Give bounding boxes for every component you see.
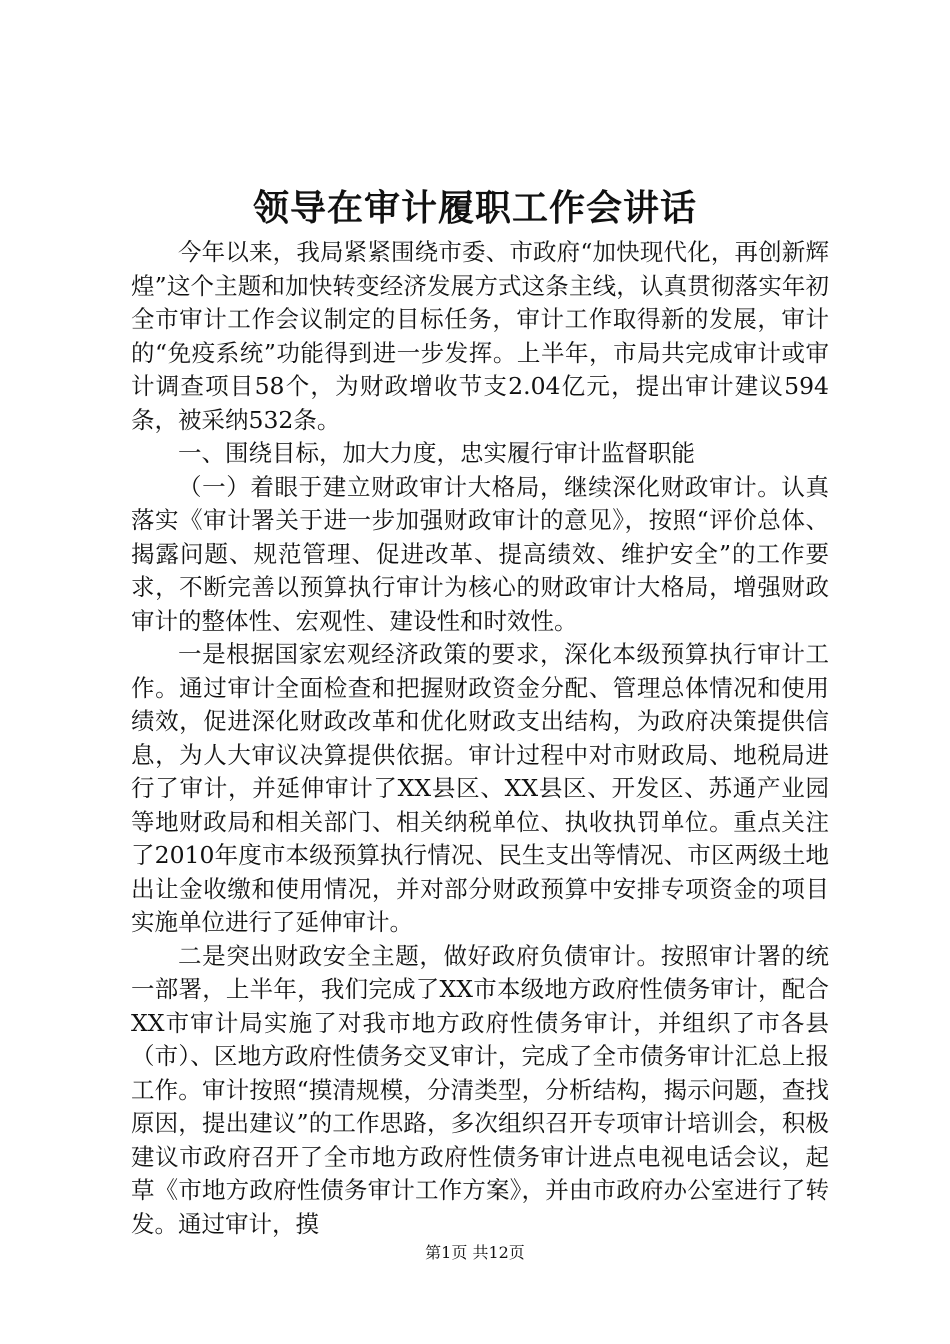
- document-body: [131, 236, 829, 1241]
- document-title: 领导在审计履职工作会讲话: [252, 187, 697, 229]
- heading-section-1: 一、围绕目标，加大力度，忠实履行审计监督职能: [178, 439, 695, 467]
- paragraph-subsection-1: （一）着眼于建立财政审计大格局，继续深化财政审计。认真落实《审计署关于进一步加强财政审计的意见》，按照“评价总体、揭露问题、规范管理、促进改革、提高绩效、维护安全”的工作要求，不断完善以预算执行审计为核心的财政审计大格局，增强财政审计的整体性、宏观性、建设性和时效性。: [131, 472, 829, 635]
- paragraph-point-2: 二是突出财政安全主题，做好政府负债审计。按照审计署的统一部署，上半年，我们完成了XX市本级地方政府性债务审计，配合XX市审计局实施了对我市地方政府性债务审计，并组织了市各县（市）、区地方政府性债务交叉审计，完成了全市债务审计汇总上报工作。审计按照“摸清规模，分清类型，分析结构，揭示问题，查找原因，提出建议”的工作思路，多次组织召开专项审计培训会，积极建议市政府召开了全市地方政府性债务审计进点电视电话会议，起草《市地方政府性债务审计工作方案》，并由市政府办公室进行了转发。通过审计，摸: [131, 941, 829, 1238]
- paragraph-intro: 今年以来，我局紧紧围绕市委、市政府“加快现代化，再创新辉煌”这个主题和加快转变经济发展方式这条主线，认真贯彻落实年初全市审计工作会议制定的目标任务，审计工作取得新的发展，审计的“免疫系统”功能得到进一步发挥。上半年，市局共完成审计或审计调查项目58个，为财政增收节支2.04亿元，提出审计建议594条，被采纳532条。: [131, 238, 829, 434]
- page-footer: 第1页 共12页: [425, 1243, 525, 1262]
- paragraph-point-1: 一是根据国家宏观经济政策的要求，深化本级预算执行审计工作。通过审计全面检查和把握财政资金分配、管理总体情况和使用绩效，促进深化财政改革和优化财政支出结构，为政府决策提供信息，为人大审议决算提供依据。审计过程中对市财政局、地税局进行了审计，并延伸审计了XX县区、XX县区、开发区、苏通产业园等地财政局和相关部门、相关纳税单位、执收执罚单位。重点关注了2010年度市本级预算执行情况、民生支出等情况、市区两级土地出让金收缴和使用情况，并对部分财政预算中安排专项资金的项目实施单位进行了延伸审计。: [131, 640, 829, 936]
